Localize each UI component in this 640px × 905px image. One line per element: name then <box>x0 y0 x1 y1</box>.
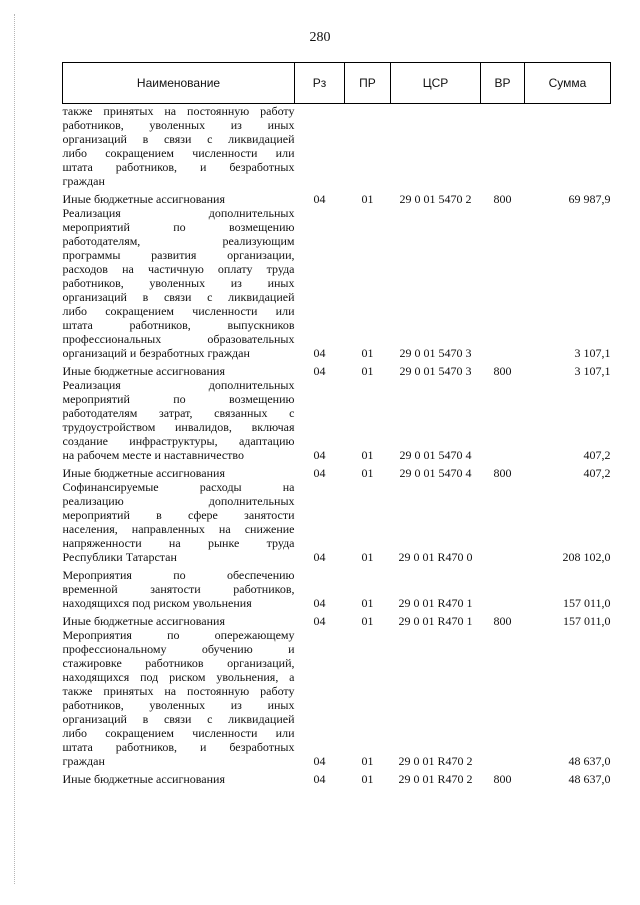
row-name-line: штата работников, и безработных <box>62 740 295 754</box>
row-name-line: профессиональных образовательных <box>62 332 295 346</box>
row-name-line: трудоустройством инвалидов, включая <box>62 420 295 434</box>
row-name-line: работодателям, реализующим <box>62 234 295 248</box>
row-pr: 01 <box>361 346 374 360</box>
row-csr: 29 0 01 R470 0 <box>398 550 473 564</box>
row-name-line: Иные бюджетные ассигнования <box>62 466 225 480</box>
row-pr: 01 <box>361 364 374 378</box>
row-name-line: штата работников, и безработных <box>62 160 295 174</box>
row-name-line: Иные бюджетные ассигнования <box>62 364 225 378</box>
table-row <box>63 772 611 786</box>
row-name-line: населения, направленных на снижение <box>62 522 295 536</box>
row-pr <box>345 104 391 193</box>
row-csr: 29 0 01 5470 2 <box>399 192 472 206</box>
row-name-line: Иные бюджетные ассигнования <box>62 192 225 206</box>
row-name-line: Реализация дополнительных <box>62 378 295 392</box>
row-name-line: организаций и безработных граждан <box>62 346 250 360</box>
row-name-line: Реализация дополнительных <box>62 206 295 220</box>
row-name-line: на рабочем месте и наставничество <box>62 448 244 462</box>
row-name-line: либо сокращением численности или <box>62 726 295 740</box>
table-row <box>63 378 611 466</box>
row-sum <box>525 104 611 193</box>
row-rz: 04 <box>313 364 326 378</box>
row-name <box>63 192 295 206</box>
header-rz: Рз <box>295 63 345 104</box>
row-vr <box>481 568 525 614</box>
row-name-line: мероприятий по возмещению <box>62 392 295 406</box>
row-vr <box>481 378 525 466</box>
row-name-line: стажировке работников организаций, <box>62 656 295 670</box>
row-name-line: мероприятий в сфере занятости <box>62 508 295 522</box>
row-vr: 800 <box>493 772 512 786</box>
row-name-line: также принятых на постоянную работу <box>62 684 295 698</box>
row-csr: 29 0 01 5470 4 <box>399 448 472 462</box>
page-number: 280 <box>309 30 331 45</box>
row-pr: 01 <box>361 550 374 564</box>
table-row <box>63 480 611 568</box>
header-sum: Сумма <box>525 63 611 104</box>
row-name <box>63 480 295 568</box>
header-csr: ЦСР <box>391 63 481 104</box>
row-pr: 01 <box>361 466 374 480</box>
row-name <box>63 466 295 480</box>
row-sum: 3 107,1 <box>574 364 611 378</box>
row-name-line: мероприятий по возмещению <box>62 220 295 234</box>
row-name-line: Мероприятия по обеспечению <box>62 568 295 582</box>
table-row <box>63 568 611 614</box>
row-pr: 01 <box>361 772 374 786</box>
row-csr: 29 0 01 R470 1 <box>398 596 473 610</box>
row-name-line: временной занятости работников, <box>62 582 295 596</box>
row-name-line: граждан <box>62 174 105 188</box>
row-pr: 01 <box>361 596 374 610</box>
row-name-line: работников, уволенных из иных <box>62 118 295 132</box>
row-name-line: Иные бюджетные ассигнования <box>62 614 225 628</box>
row-name-line: Софинансируемые расходы на <box>62 480 295 494</box>
row-rz: 04 <box>313 754 326 768</box>
row-vr <box>481 628 525 772</box>
row-sum: 157 011,0 <box>562 614 611 628</box>
row-vr <box>481 104 525 193</box>
row-name <box>63 378 295 466</box>
row-sum: 48 637,0 <box>568 754 611 768</box>
row-name-line: профессиональному обучению и <box>62 642 295 656</box>
row-pr: 01 <box>361 754 374 768</box>
row-name-line: организаций в связи с ликвидацией <box>62 290 295 304</box>
row-name-line: организаций в связи с ликвидацией <box>62 712 295 726</box>
row-name <box>63 772 295 786</box>
row-csr: 29 0 01 R470 1 <box>398 614 473 628</box>
table-row <box>63 466 611 480</box>
budget-table <box>62 62 611 786</box>
row-name <box>63 364 295 378</box>
row-vr <box>481 480 525 568</box>
row-vr <box>481 206 525 364</box>
row-name-line: Иные бюджетные ассигнования <box>62 772 225 786</box>
row-name <box>63 206 295 364</box>
row-sum: 48 637,0 <box>568 772 611 786</box>
row-vr: 800 <box>493 192 512 206</box>
row-name-line: Республики Татарстан <box>62 550 177 564</box>
row-name <box>63 614 295 628</box>
row-name-line: работодателям затрат, связанных с <box>62 406 295 420</box>
row-rz: 04 <box>313 466 326 480</box>
row-sum: 3 107,1 <box>574 346 611 360</box>
table-row <box>63 206 611 364</box>
row-csr: 29 0 01 R470 2 <box>398 754 473 768</box>
row-rz: 04 <box>313 614 326 628</box>
table-body <box>63 104 611 787</box>
row-name-line: напряженности на рынке труда <box>62 536 295 550</box>
row-vr: 800 <box>493 364 512 378</box>
row-csr: 29 0 01 5470 3 <box>399 346 472 360</box>
row-pr: 01 <box>361 448 374 462</box>
row-rz: 04 <box>313 596 326 610</box>
margin-guide-line <box>14 14 16 884</box>
row-sum: 69 987,9 <box>568 192 611 206</box>
row-sum: 208 102,0 <box>562 550 611 564</box>
row-csr: 29 0 01 5470 4 <box>399 466 472 480</box>
row-pr: 01 <box>361 192 374 206</box>
row-name-line: организаций в связи с ликвидацией <box>62 132 295 146</box>
row-csr <box>391 104 481 193</box>
row-rz: 04 <box>313 772 326 786</box>
row-name <box>63 628 295 772</box>
row-name-line: реализацию дополнительных <box>62 494 295 508</box>
row-sum: 157 011,0 <box>562 596 611 610</box>
row-name <box>63 104 295 193</box>
row-name-line: штата работников, выпускников <box>62 318 295 332</box>
table-row <box>63 628 611 772</box>
row-name-line: находящихся под риском увольнения, а <box>62 670 295 684</box>
table-row <box>63 364 611 378</box>
row-sum: 407,2 <box>583 466 611 480</box>
row-name-line: программы развития организации, <box>62 248 295 262</box>
row-csr: 29 0 01 5470 3 <box>399 364 472 378</box>
row-name-line: либо сокращением численности или <box>62 304 295 318</box>
row-name-line: граждан <box>62 754 105 768</box>
row-vr: 800 <box>493 614 512 628</box>
table-row <box>63 192 611 206</box>
row-rz: 04 <box>313 448 326 462</box>
row-name-line: также принятых на постоянную работу <box>62 104 295 118</box>
header-pr: ПР <box>345 63 391 104</box>
row-sum: 407,2 <box>583 448 611 462</box>
row-rz: 04 <box>313 192 326 206</box>
row-name-line: работников, уволенных из иных <box>62 276 295 290</box>
row-name <box>63 568 295 614</box>
row-pr: 01 <box>361 614 374 628</box>
row-name-line: расходов на частичную оплату труда <box>62 262 295 276</box>
header-name: Наименование <box>63 63 295 104</box>
row-rz: 04 <box>313 550 326 564</box>
table-row <box>63 104 611 193</box>
row-name-line: Мероприятия по опережающему <box>62 628 295 642</box>
row-vr: 800 <box>493 466 512 480</box>
row-name-line: либо сокращением численности или <box>62 146 295 160</box>
row-name-line: находящихся под риском увольнения <box>62 596 252 610</box>
table-row <box>63 614 611 628</box>
table-header-row <box>63 63 611 104</box>
row-rz: 04 <box>313 346 326 360</box>
header-vr: ВР <box>481 63 525 104</box>
row-csr: 29 0 01 R470 2 <box>398 772 473 786</box>
row-rz <box>295 104 345 193</box>
row-name-line: создание инфраструктуры, адаптацию <box>62 434 295 448</box>
row-name-line: работников, уволенных из иных <box>62 698 295 712</box>
